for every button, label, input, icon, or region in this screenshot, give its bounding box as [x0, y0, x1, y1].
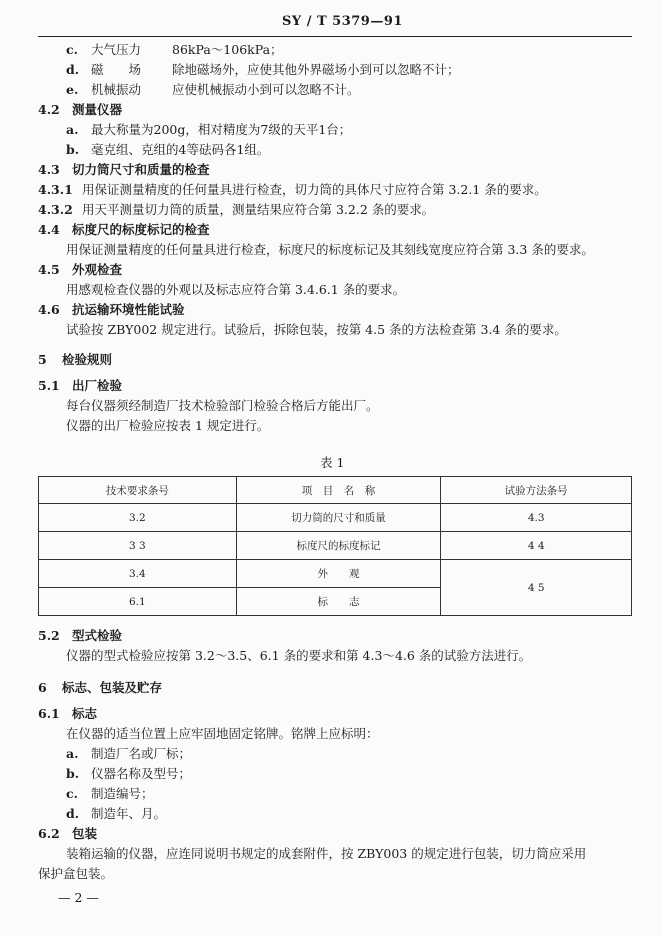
- env-value: 除地磁场外，应使其他外界磁场小到可以忽略不计；: [172, 62, 460, 77]
- paragraph: 试验按 ZBY002 规定进行。试验后，拆除包装，按第 4.5 条的方法检查第 3.4 条的要求。: [66, 322, 567, 337]
- inspection-table: [38, 476, 632, 616]
- section-number: 4.4: [38, 222, 60, 237]
- list-text: 最大称量为200g，相对精度为7级的天平1台；: [91, 122, 352, 137]
- list-label: a.: [66, 746, 79, 761]
- table-header-row: [39, 477, 632, 504]
- section-title: 型式检验: [72, 628, 123, 643]
- header-rule: [38, 36, 632, 37]
- section-number: 4.2: [38, 102, 60, 117]
- section-number: 6.2: [38, 826, 60, 841]
- paragraph: 用保证测量精度的任何量具进行检查，切力筒的具体尺寸应符合第 3.2.1 条的要求。: [82, 182, 547, 197]
- section-title: 标度尺的标度标记的检查: [72, 222, 210, 237]
- section-title: 包装: [72, 826, 98, 841]
- env-name: 磁 场: [91, 62, 142, 77]
- section-number: 4.3.2: [38, 202, 73, 217]
- list-label: c.: [66, 786, 78, 801]
- paragraph: 每台仪器须经制造厂技术检验部门检验合格后方能出厂。: [66, 398, 379, 413]
- env-name: 机械振动: [91, 82, 142, 97]
- table-caption: 表 1: [320, 455, 345, 470]
- table-cell: 标度尺的标度标记: [236, 532, 441, 560]
- column-header: 项 目 名 称: [236, 477, 441, 504]
- chapter-title: 检验规则: [62, 352, 113, 367]
- section-number: 4.5: [38, 262, 60, 277]
- paragraph: 装箱运输的仪器，应连同说明书规定的成套附件，按 ZBY003 的规定进行包装，切力筒应采用: [66, 846, 587, 861]
- table-cell: 3.4: [39, 560, 237, 588]
- list-text: 仪器名称及型号；: [91, 766, 192, 781]
- list-label: e.: [66, 82, 79, 97]
- paragraph: 仪器的出厂检验应按表 1 规定进行。: [66, 418, 270, 433]
- list-label: a.: [66, 122, 79, 137]
- section-title: 外观检查: [72, 262, 123, 277]
- list-text: 制造厂名或厂标；: [91, 746, 192, 761]
- list-label: d.: [66, 806, 80, 821]
- standard-number: SY / T 5379—91: [282, 14, 403, 29]
- table-cell: 切力筒的尺寸和质量: [236, 504, 441, 532]
- list-text: 毫克组、克组的4等砝码各1组。: [91, 142, 270, 157]
- section-title: 出厂检验: [72, 378, 123, 393]
- table-cell: 3 3: [39, 532, 237, 560]
- chapter-number: 5: [38, 352, 47, 367]
- list-label: c.: [66, 42, 78, 57]
- table-cell: 6.1: [39, 588, 237, 616]
- env-value: 应使机械振动小到可以忽略不计。: [172, 82, 360, 97]
- chapter-title: 标志、包装及贮存: [62, 680, 163, 695]
- paragraph: 仪器的型式检验应按第 3.2～3.5、6.1 条的要求和第 4.3～4.6 条的试验方法进行。: [66, 648, 532, 663]
- section-title: 标志: [72, 706, 98, 721]
- list-text: 制造年、月。: [91, 806, 167, 821]
- env-name: 大气压力: [91, 42, 142, 57]
- column-header: 试验方法条号: [441, 477, 632, 504]
- paragraph: 保护盒包装。: [38, 866, 114, 881]
- page-number: — 2 —: [58, 890, 99, 905]
- list-label: b.: [66, 142, 80, 157]
- list-label: d.: [66, 62, 80, 77]
- table-cell: 4.3: [441, 504, 632, 532]
- table-row: [39, 560, 632, 588]
- section-number: 4.3: [38, 162, 60, 177]
- table-cell-merged: 4 5: [441, 560, 632, 616]
- paragraph: 用感观检查仪器的外观以及标志应符合第 3.4.6.1 条的要求。: [66, 282, 406, 297]
- table-cell: 3.2: [39, 504, 237, 532]
- paragraph: 用保证测量精度的任何量具进行检查，标度尺的标度标记及其刻线宽度应符合第 3.3 条的要求。: [66, 242, 594, 257]
- table-cell: 标 志: [236, 588, 441, 616]
- list-text: 制造编号；: [91, 786, 154, 801]
- table-cell: 外 观: [236, 560, 441, 588]
- section-number: 6.1: [38, 706, 60, 721]
- env-value: 86kPa～106kPa；: [172, 42, 283, 57]
- column-header: 技术要求条号: [39, 477, 237, 504]
- table-row: [39, 532, 632, 560]
- section-number: 4.3.1: [38, 182, 73, 197]
- section-title: 切力筒尺寸和质量的检查: [72, 162, 210, 177]
- table-row: [39, 504, 632, 532]
- table-cell: 4 4: [441, 532, 632, 560]
- section-title: 抗运输环境性能试验: [72, 302, 185, 317]
- list-label: b.: [66, 766, 80, 781]
- paragraph: 在仪器的适当位置上应牢固地固定铭牌。铭牌上应标明：: [66, 726, 379, 741]
- section-title: 测量仪器: [72, 102, 123, 117]
- section-number: 5.2: [38, 628, 60, 643]
- section-number: 4.6: [38, 302, 60, 317]
- paragraph: 用天平测量切力筒的质量，测量结果应符合第 3.2.2 条的要求。: [82, 202, 435, 217]
- section-number: 5.1: [38, 378, 60, 393]
- chapter-number: 6: [38, 680, 47, 695]
